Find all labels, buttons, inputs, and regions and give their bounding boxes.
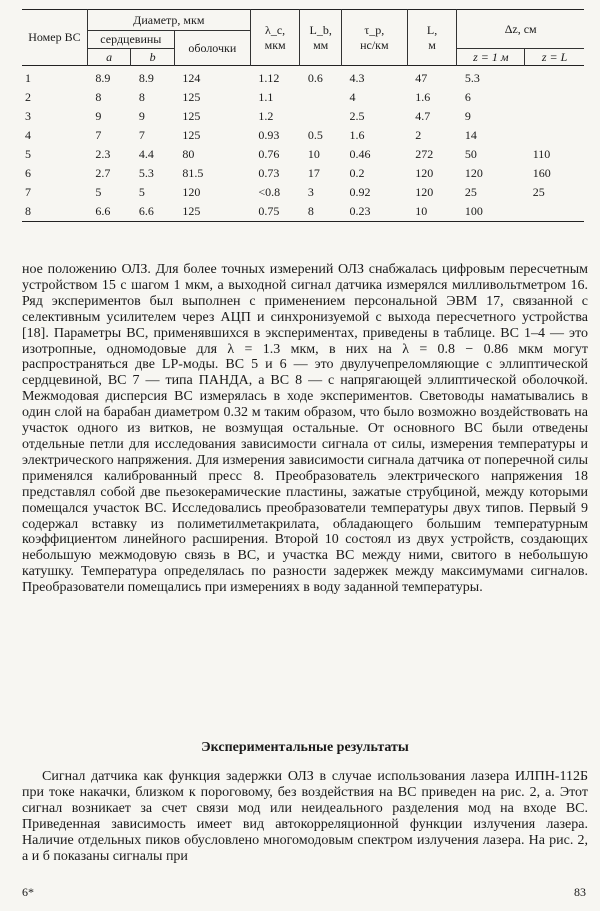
cell-length: 1.6 xyxy=(415,90,431,104)
cell-core-a: 5 xyxy=(95,185,102,199)
cell-lambda-c: <0.8 xyxy=(258,185,281,199)
table-row xyxy=(22,107,584,126)
body-text-section xyxy=(22,262,588,596)
fiber-parameters-table xyxy=(22,9,584,222)
cell-bc-number: 6 xyxy=(25,166,31,180)
cell-tau: 0.2 xyxy=(349,166,365,180)
cell-length: 120 xyxy=(415,166,434,180)
cell-tau: 0.92 xyxy=(349,185,371,199)
header-lambda-c-symbol: λ_c, xyxy=(265,22,286,37)
cell-dz-zl xyxy=(525,88,584,107)
cell-core-b: 5.3 xyxy=(138,166,154,180)
cell-length: 2 xyxy=(415,128,422,142)
cell-cladding: 125 xyxy=(182,204,201,218)
cell-core-a: 9 xyxy=(95,109,102,123)
header-cladding: оболочки xyxy=(174,31,250,66)
cell-length: 272 xyxy=(415,147,434,161)
table-row xyxy=(22,202,584,222)
cell-dz-z1: 100 xyxy=(464,204,483,218)
table-row xyxy=(22,66,584,89)
cell-tau: 1.6 xyxy=(349,128,365,142)
cell-dz-z1: 120 xyxy=(464,166,483,180)
header-a: a xyxy=(87,49,131,66)
cell-core-b: 8 xyxy=(138,90,145,104)
header-dz: Δz, см xyxy=(457,10,584,49)
header-bc-number: Номер ВС xyxy=(28,30,81,44)
header-tau xyxy=(341,10,407,66)
header-lambda-c xyxy=(250,10,300,66)
header-l xyxy=(407,10,457,66)
cell-lb xyxy=(300,88,342,107)
cell-dz-zl xyxy=(525,66,584,89)
cell-dz-z1: 5.3 xyxy=(464,71,480,85)
cell-cladding: 81.5 xyxy=(182,166,204,180)
cell-dz-zl: 160 xyxy=(532,166,551,180)
cell-lb: 10 xyxy=(307,147,320,161)
cell-dz-z1: 50 xyxy=(464,147,477,161)
cell-tau: 4 xyxy=(349,90,356,104)
cell-cladding: 125 xyxy=(182,128,201,142)
cell-dz-zl xyxy=(525,126,584,145)
cell-cladding: 80 xyxy=(182,147,195,161)
table-row xyxy=(22,164,584,183)
cell-core-b: 5 xyxy=(138,185,145,199)
paragraph-2: Сигнал датчика как функция задержки ОЛЗ в случае использования лазера ИЛПН-112Б при токе накачки, близком к пороговому, без воздействия на ВС приведен на рис. 2, а. Этот сигнал возникает за счет связи мод или неидеального разделения мод на входе ВС. Приведенная зависимость имеет вид автокорреляционной функции излучения лазера. Наличие отдельных пиков обусловлено многомодовым спектром излучения лазера. На рис. 2, а и б показаны сигналы при xyxy=(22,769,588,864)
cell-dz-z1: 14 xyxy=(464,128,477,142)
table-body xyxy=(22,66,584,222)
cell-core-a: 8 xyxy=(95,90,102,104)
table-row xyxy=(22,183,584,202)
cell-tau: 0.46 xyxy=(349,147,371,161)
cell-tau: 4.3 xyxy=(349,71,365,85)
header-tau-symbol: τ_p, xyxy=(364,22,385,37)
cell-length: 10 xyxy=(415,204,428,218)
cell-cladding: 125 xyxy=(182,109,201,123)
cell-core-a: 7 xyxy=(95,128,102,142)
header-zl: z = L xyxy=(525,49,584,66)
cell-lambda-c: 1.12 xyxy=(258,71,280,85)
header-core: сердцевины xyxy=(87,31,174,49)
cell-core-a: 6.6 xyxy=(95,204,111,218)
cell-dz-zl: 110 xyxy=(532,147,551,161)
cell-bc-number: 8 xyxy=(25,204,31,218)
cell-length: 4.7 xyxy=(415,109,431,123)
signature-mark: 6* xyxy=(22,885,34,899)
table-row xyxy=(22,88,584,107)
body-text-results xyxy=(22,769,588,864)
cell-dz-zl xyxy=(525,202,584,222)
cell-lambda-c: 1.2 xyxy=(258,109,274,123)
cell-lb: 8 xyxy=(307,204,314,218)
cell-tau: 0.23 xyxy=(349,204,371,218)
cell-core-b: 7 xyxy=(138,128,145,142)
cell-lb xyxy=(300,107,342,126)
cell-lambda-c: 0.93 xyxy=(258,128,280,142)
cell-core-b: 8.9 xyxy=(138,71,154,85)
cell-bc-number: 7 xyxy=(25,185,31,199)
header-tau-unit: нс/км xyxy=(360,37,389,52)
header-z1: z = 1 м xyxy=(457,49,525,66)
cell-lb: 17 xyxy=(307,166,320,180)
cell-dz-zl xyxy=(525,107,584,126)
cell-cladding: 120 xyxy=(182,185,201,199)
cell-bc-number: 3 xyxy=(25,109,31,123)
header-lb xyxy=(300,10,342,66)
cell-dz-z1: 6 xyxy=(464,90,471,104)
cell-lambda-c: 0.76 xyxy=(258,147,280,161)
cell-dz-z1: 9 xyxy=(464,109,471,123)
section-heading: Экспериментальные результаты xyxy=(201,740,409,755)
header-lambda-c-unit: мкм xyxy=(264,37,286,52)
cell-core-a: 2.3 xyxy=(95,147,111,161)
cell-core-a: 8.9 xyxy=(95,71,111,85)
header-l-symbol: L, xyxy=(426,22,438,37)
cell-lb: 3 xyxy=(307,185,314,199)
cell-cladding: 124 xyxy=(182,71,201,85)
page-number: 83 xyxy=(574,885,586,899)
cell-lambda-c: 1.1 xyxy=(258,90,274,104)
cell-cladding: 125 xyxy=(182,90,201,104)
header-lb-symbol: L_b, xyxy=(309,22,332,37)
cell-lambda-c: 0.73 xyxy=(258,166,280,180)
cell-core-b: 4.4 xyxy=(138,147,154,161)
cell-bc-number: 5 xyxy=(25,147,31,161)
cell-length: 120 xyxy=(415,185,434,199)
table-row xyxy=(22,145,584,164)
header-lb-unit: мм xyxy=(313,37,329,52)
cell-dz-z1: 25 xyxy=(464,185,477,199)
cell-lb: 0.6 xyxy=(307,71,323,85)
header-diameter: Диаметр, мкм xyxy=(87,10,250,31)
cell-core-b: 6.6 xyxy=(138,204,154,218)
header-b: b xyxy=(131,49,175,66)
cell-bc-number: 2 xyxy=(25,90,31,104)
table-row xyxy=(22,126,584,145)
cell-bc-number: 4 xyxy=(25,128,31,142)
header-l-unit: м xyxy=(428,37,436,52)
cell-core-b: 9 xyxy=(138,109,145,123)
cell-lambda-c: 0.75 xyxy=(258,204,280,218)
cell-core-a: 2.7 xyxy=(95,166,111,180)
cell-bc-number: 1 xyxy=(25,71,31,85)
cell-tau: 2.5 xyxy=(349,109,365,123)
paragraph-1: ное положению ОЛЗ. Для более точных измерений ОЛЗ снабжалась цифровым пересчетным устройством 15 с шагом 1 мкм, а выходной сигнал датчика измерялся милливольтметром 16. Ряд экспериментов был выполнен с применением персональной ЭВМ 17, связанной с селективным усилителем через АЦП и синхронизуемой с выхода пересчетного устройства [18]. Параметры ВС, применявшихся в экспериментах, приведены в таблице. ВС 1–4 — это изотропные, одномодовые для λ = 1.3 мкм, в них на λ = 0.8 − 0.86 мкм могут распространяться две LP-моды. ВС 5 и 6 — это двулучепреломляющие с эллиптической сердцевиной, ВС 7 — типа ПАНДА, а ВС 8 — с напрягающей эллиптической оболочкой. Межмодовая дисперсия ВС измерялась в ходе экспериментов. Световоды наматывались в один слой на барабан диаметром 0.32 м таким образом, что было возможно воздействовать на участок одного из витков, не возмущая остальные. От основного ВС были отведены отдельные петли для исследования зависимости сигнала от силы, измерения температуры и электрического напряжения. Для измерения зависимости сигнала датчика от поперечной силы применялся калиброванный пресс 8. Преобразователь электрического напряжения 18 представлял собой две пьезокерамические пластины, зажатые струбциной, между которыми помещался участок ВС. Исследовались преобразователи температуры двух типов. Первый 9 содержал вставку из полиметилметакрилата, обладающего большим температурным коэффициентом линейного расширения. Второй 10 состоял из двух устройств, создающих небольшую межмодовую связь в ВС, и участка ВС между ними, свитого в небольшую катушку. Температура определялась по разности задержек между максимумами сигналов. Преобразователи помещались при измерениях в воду заданной температуры. xyxy=(22,262,588,596)
cell-length: 47 xyxy=(415,71,428,85)
cell-lb: 0.5 xyxy=(307,128,323,142)
cell-dz-zl: 25 xyxy=(532,185,545,199)
